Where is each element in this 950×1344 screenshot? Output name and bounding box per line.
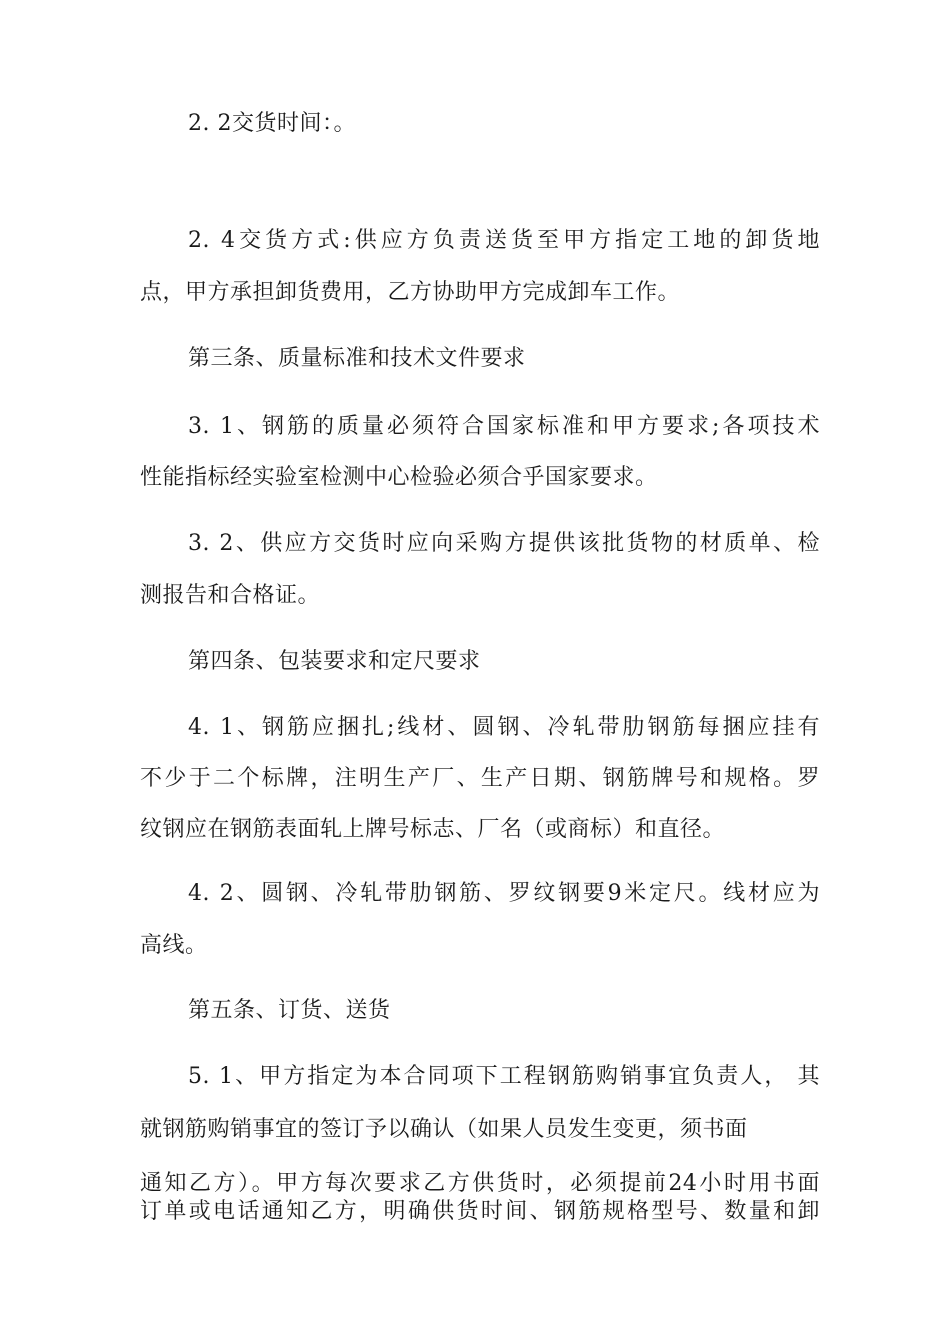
clause-5-1-line-4: 订单或电话通知乙方，明确供货时间、钢筋规格型号、数量和卸 [140,1199,820,1224]
clause-3-2-line-1: 3. 2、供应方交货时应向采购方提供该批货物的材质单、检 [188,531,820,556]
clause-5-1-line-1: 5. 1、甲方指定为本合同项下工程钢筋购销事宜负责人， 其 [188,1064,820,1089]
article-3-heading: 第三条、质量标准和技术文件要求 [188,346,526,371]
clause-5-1-line-2: 就钢筋购销事宜的签订予以确认（如果人员发生变更，须书面 [140,1117,748,1142]
clause-2-4-line-1: 2. 4交货方式:供应方负责送货至甲方指定工地的卸货地 [188,228,820,253]
clause-4-2-line-2: 高线。 [140,933,208,958]
clause-2-2-line-1: 2. 2交货时间：。 [188,111,356,136]
article-4-heading: 第四条、包装要求和定尺要求 [188,649,481,674]
clause-4-1-line-3: 纹钢应在钢筋表面轧上牌号标志、厂名（或商标）和直径。 [140,817,726,842]
clause-4-1-line-1: 4. 1、钢筋应捆扎;线材、圆钢、冷轧带肋钢筋每捆应挂有 [188,715,820,740]
clause-2-4-line-2: 点，甲方承担卸货费用，乙方协助甲方完成卸车工作。 [140,280,681,305]
clause-3-1-line-1: 3. 1、钢筋的质量必须符合国家标准和甲方要求;各项技术 [188,414,820,439]
clause-3-1-line-2: 性能指标经实验室检测中心检验必须合乎国家要求。 [140,465,658,490]
clause-4-2-line-1: 4. 2、圆钢、冷轧带肋钢筋、罗纹钢要9米定尺。线材应为 [188,881,820,906]
clause-4-1-line-2: 不少于二个标牌，注明生产厂、生产日期、钢筋牌号和规格。罗 [140,766,820,791]
clause-3-2-line-2: 测报告和合格证。 [140,583,321,608]
article-5-heading: 第五条、订货、送货 [188,998,391,1023]
clause-5-1-line-3: 通知乙方）。甲方每次要求乙方供货时，必须提前24小时用书面 [140,1171,820,1196]
